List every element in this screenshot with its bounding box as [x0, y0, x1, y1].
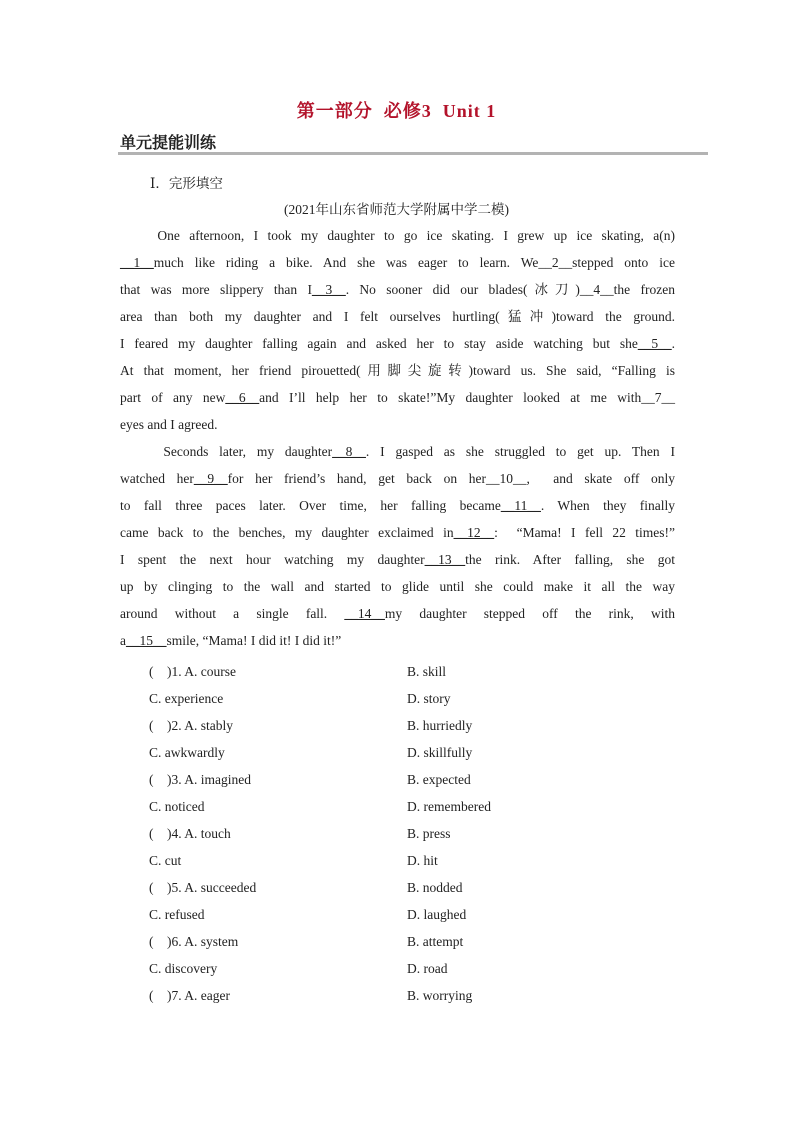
passage-text: a: [120, 633, 126, 648]
option-b: B. worrying: [407, 988, 473, 1003]
passage-text: to fall three paces later. Over time, her falling became: [120, 498, 501, 513]
passage-text: area than both my daughter and I felt ourselves hurtling(猛冲)toward the ground.: [120, 309, 675, 324]
option-b: B. press: [407, 826, 451, 841]
passage-text: : “Mama! I fell 22 times!”: [494, 525, 676, 540]
option-b: B. skill: [407, 664, 447, 679]
passage-line: [120, 249, 675, 276]
passage-text: . No sooner did our blades(冰刀)__4__the frozen: [345, 282, 675, 297]
passage-text: around without a single fall.: [120, 606, 345, 621]
option-a: ( )1. A. course: [149, 664, 236, 679]
answer-blank: __1__: [120, 255, 154, 270]
page-title: 第一部分 必修3 Unit 1: [296, 101, 497, 121]
passage-text: up by clinging to the wall and started to glide until she could make it all the way: [120, 579, 675, 594]
passage-line: [120, 276, 675, 303]
answer-blank: __15__: [126, 633, 167, 648]
divider: [118, 152, 708, 155]
passage-line: [120, 465, 675, 492]
answer-blank: __12__: [453, 525, 495, 540]
answer-blank: __6__: [225, 390, 260, 405]
option-b: B. expected: [407, 772, 471, 787]
passage-text: .: [671, 336, 675, 351]
option-a: ( )2. A. stably: [149, 718, 233, 733]
passage-text: One afternoon, I took my daughter to go ice skating. I grew up ice skating, a(n): [120, 228, 675, 243]
passage-text: my daughter stepped off the rink, with: [384, 606, 675, 621]
passage-text: much like riding a bike. And she was eager to learn. We__2__stepped onto ice: [153, 255, 675, 270]
passage-line: [120, 573, 675, 600]
answer-blank: __9__: [193, 471, 228, 486]
option-a: ( )6. A. system: [149, 934, 239, 949]
option-c: C. refused: [149, 907, 205, 922]
option-d: D. skillfully: [407, 745, 473, 760]
passage-text: Seconds later, my daughter: [120, 444, 333, 459]
option-a: ( )5. A. succeeded: [149, 880, 257, 895]
option-b: B. hurriedly: [407, 718, 473, 733]
answer-blank: __3__: [311, 282, 346, 297]
passage-text: that was more slippery than I: [120, 282, 312, 297]
passage-line: [120, 546, 675, 573]
option-d: D. laughed: [407, 907, 467, 922]
option-d: D. story: [407, 691, 451, 706]
passage-text: I feared my daughter falling again and asked her to stay aside watching but she: [120, 336, 638, 351]
answer-blank: __13__: [424, 552, 466, 567]
option-a: ( )7. A. eager: [149, 988, 230, 1003]
answer-blank: __11__: [500, 498, 541, 513]
option-d: D. hit: [407, 853, 438, 868]
option-b: B. attempt: [407, 934, 464, 949]
passage-line: [120, 330, 675, 357]
passage-text: part of any new: [120, 390, 226, 405]
passage-text: the rink. After falling, she got: [465, 552, 675, 567]
passage-text: . I gasped as she struggled to get up. Then I: [365, 444, 676, 459]
option-c: C. experience: [149, 691, 224, 706]
option-c: C. discovery: [149, 961, 218, 976]
option-d: D. remembered: [407, 799, 491, 814]
answer-blank: __8__: [332, 444, 366, 459]
passage-text: eyes and I agreed.: [120, 417, 218, 432]
answer-blank: __14__: [344, 606, 385, 621]
passage-line: [120, 303, 675, 330]
passage-text: came back to the benches, my daughter exclaimed in: [120, 525, 454, 540]
passage-text: At that moment, her friend pirouetted(用脚尖旋转)toward us. She said, “Falling is: [120, 363, 675, 378]
passage-text: . When they finally: [540, 498, 675, 513]
answer-blank: __5__: [637, 336, 672, 351]
task-source: (2021年山东省师范大学附属中学二模): [284, 202, 509, 217]
section-heading: 单元提能训练: [120, 135, 217, 152]
option-a: ( )3. A. imagined: [149, 772, 251, 787]
passage-line: [120, 357, 675, 384]
option-c: C. cut: [149, 853, 182, 868]
option-b: B. nodded: [407, 880, 463, 895]
passage-text: for her friend’s hand, get back on her__10__, and skate off only: [227, 471, 675, 486]
passage-text: watched her: [120, 471, 194, 486]
passage-line: [120, 222, 675, 249]
option-d: D. road: [407, 961, 448, 976]
passage-text: and I’ll help her to skate!”My daughter looked at me with__7__: [259, 390, 676, 405]
option-c: C. noticed: [149, 799, 205, 814]
passage-line: [120, 627, 675, 654]
option-c: C. awkwardly: [149, 745, 225, 760]
option-a: ( )4. A. touch: [149, 826, 231, 841]
passage-line: [120, 438, 675, 465]
passage-line: [120, 411, 675, 438]
task-heading: Ⅰ．完形填空: [150, 176, 223, 191]
passage-text: smile, “Mama! I did it! I did it!”: [166, 633, 342, 648]
passage-line: [120, 600, 675, 627]
passage-line: [120, 492, 675, 519]
passage-line: [120, 384, 675, 411]
passage-line: [120, 519, 675, 546]
passage-text: I spent the next hour watching my daughter: [120, 552, 425, 567]
